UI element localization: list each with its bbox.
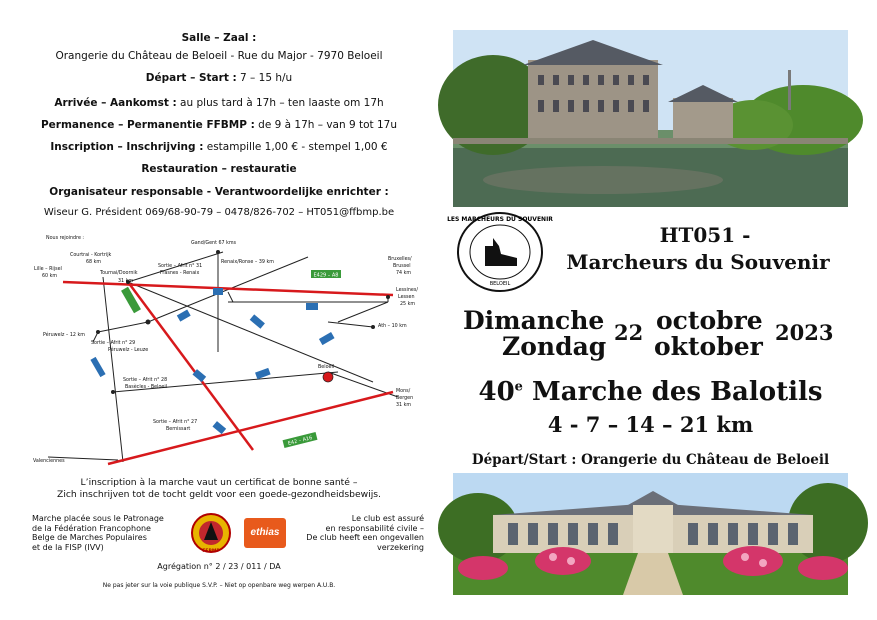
brussel-label: Brussel <box>393 264 411 269</box>
ffbmp-logo <box>190 510 232 556</box>
mons-label: Mons/ <box>396 389 411 394</box>
e429-label: E429 – A8 <box>313 272 339 279</box>
depart-line: Départ – Start : 7 – 15 h/u <box>145 72 293 84</box>
mons-km-label: 31 km <box>396 403 412 408</box>
lessen-label: Lessen <box>398 295 415 300</box>
assurance-text: Le club est assuré en responsabilité civile – De club heeft een ongevallen verzekering <box>306 514 424 552</box>
svg-text:FFBMP: FFBMP <box>202 549 220 554</box>
courtrai-label: Courtrai - Kortrijk <box>70 253 112 258</box>
year: 2023 <box>775 320 834 345</box>
lille-label: Lille – Rijsel <box>34 267 62 272</box>
oktober: oktober <box>654 332 763 361</box>
inscription-line: Inscription – Inschrijving : estampille 1,00 € - stempel 1,00 € <box>50 141 388 153</box>
frasnes-label: Frasnes - Renaix <box>160 271 200 276</box>
restauration-line: Restauration – restauratie <box>141 163 297 175</box>
lille-km-label: 60 km <box>42 274 58 279</box>
sortie27-label: Sortie – Afrit n° 27 <box>153 420 198 425</box>
ethias-logo: ethias <box>244 518 286 548</box>
bruxelles-label: Bruxelles/ <box>388 257 412 262</box>
blue-road-signs <box>90 288 334 434</box>
club-logo-text: LES MARCHEURS DU SOUVENIR <box>447 216 553 223</box>
dimanche: Dimanche <box>463 306 605 335</box>
lessines-label: Lessines/ <box>396 288 418 293</box>
day: 22 <box>614 320 644 345</box>
club-logo-city: BELOEIL <box>489 281 511 287</box>
ath-label: Ath – 10 km <box>378 324 407 329</box>
organisateur-title: Organisateur responsable - Verantwoordelijke enrichter : <box>49 186 389 198</box>
salle-address: Orangerie du Château de Beloeil - Rue du Major - 7970 Beloeil <box>55 50 383 62</box>
e403-sign <box>121 287 141 314</box>
gand-label: Gand/Gent 67 kms <box>191 241 237 246</box>
tournai-km-label: 31 km <box>118 279 134 284</box>
castle-photo <box>453 30 848 207</box>
courtrai-km-label: 68 km <box>86 260 102 265</box>
patronage-text: Marche placée sous le Patronage de la Fédération Francophone Belge de Marches Populaires et de la FISP (IVV) <box>32 514 164 552</box>
certificat-fr: L’inscription à la marche vaut un certificat de bonne santé – <box>80 477 358 488</box>
e42-label: E42 – A16 <box>287 435 314 447</box>
sortie28-label: Sortie – Afrit n° 28 <box>123 378 168 383</box>
valenciennes-label: Valenciennes <box>33 459 65 464</box>
bergen-label: Bergen <box>396 396 414 401</box>
sortie31-label: Sortie – Afrit n° 31 <box>158 264 203 269</box>
distances: 4 - 7 – 14 – 21 km <box>547 412 754 437</box>
ht-code: HT051 - <box>659 223 751 247</box>
edition-title: 40e Marche des Balotils <box>478 377 823 407</box>
orangerie-photo <box>453 473 848 595</box>
bruxelles-km-label: 74 km <box>396 271 412 276</box>
agregation: Agrégation n° 2 / 23 / 011 / DA <box>157 562 281 571</box>
renaix-label: Renaix/Ronse – 39 km <box>221 260 274 265</box>
basecles-label: Basècles - Beloeil <box>125 385 168 390</box>
organisateur-contact: Wiseur G. Président 069/68-90-79 – 0478/826-702 – HT051@ffbmp.be <box>43 207 395 218</box>
certificat-nl: Zich inschrijven tot de tocht geldt voor een goede-gezondheidsbewijs. <box>57 489 381 500</box>
depart-start: Départ/Start : Orangerie du Château de Beloeil <box>471 452 830 468</box>
peruwelz-leuze-label: Péruwelz - Leuze <box>108 348 149 353</box>
sortie29-label: Sortie – Afrit n° 29 <box>91 341 136 346</box>
tournai-label: Tournai/Doornik <box>100 271 138 276</box>
lessines-km-label: 25 km <box>400 302 416 307</box>
beloeil-label: Beloeil <box>318 365 335 370</box>
info-panel <box>0 0 438 620</box>
club-name: Marcheurs du Souvenir <box>566 250 830 274</box>
route-map <box>28 232 428 470</box>
permanence-line: Permanence – Permanentie FFBMP : de 9 à 17h – van 9 tot 17u <box>40 119 398 131</box>
club-logo <box>447 210 553 294</box>
salle-title: Salle – Zaal : <box>181 32 257 44</box>
zondag: Zondag <box>502 332 607 361</box>
nous-rejoindre-label: Nous rejoindre : <box>46 236 85 241</box>
peruwelz-label: Péruwelz – 12 km <box>43 333 85 338</box>
bernissart-label: Bernissart <box>166 427 191 432</box>
arrivee-line: Arrivée – Aankomst : au plus tard à 17h – ten laaste om 17h <box>54 97 384 109</box>
octobre: octobre <box>656 306 763 335</box>
ne-pas-jeter: Ne pas jeter sur la voie publique S.V.P. – Niet op openbare weg werpen A.U.B. <box>102 582 336 589</box>
